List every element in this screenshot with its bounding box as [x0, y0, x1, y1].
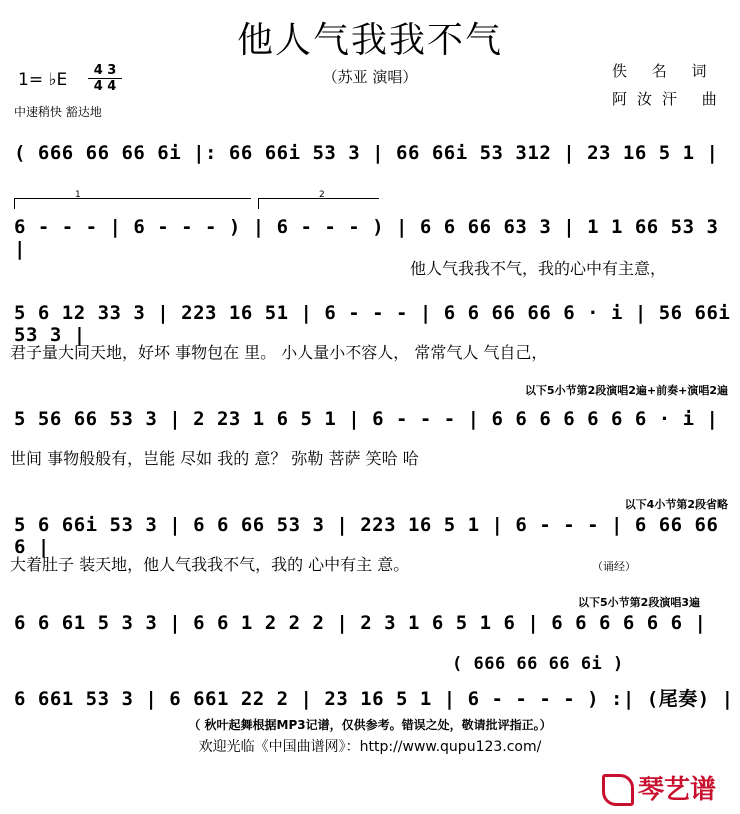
score-row-prelude: ( 666 66 66 6i ) — [452, 654, 624, 674]
score-row-1: ( 666 66 66 6i |: 66 66i 53 3 | 66 66i 53 312 | 23 16 5 1 | — [14, 142, 719, 164]
lyric-line-3: 世间 事物般般有，岂能 尽如 我的 意？ 弥勒 菩萨 笑哈 哈 — [10, 449, 419, 468]
performer-line: （苏亚 演唱） — [322, 68, 418, 86]
repeat-note-2: 以下4小节第2段省略 — [624, 498, 728, 511]
logo-icon — [602, 774, 634, 806]
lyric-line-4: 大着肚子 装天地，他人气我我不气，我的 心中有主 意。 — [10, 555, 410, 574]
lyricist-credit: 佚 名 词 — [612, 62, 717, 80]
score-row-4: 5 56 66 53 3 | 2 23 1 6 5 1 | 6 - - - | 6 6 6 6 6 6 6 · i | — [14, 408, 719, 430]
volta-first: 1 — [14, 198, 251, 209]
meter-numerator: 4 3 — [93, 63, 117, 78]
song-title: 他人气我我不气 — [236, 20, 503, 61]
site-logo — [602, 769, 716, 807]
score-row-2: 6 - - - | 6 - - - ) | 6 - - - ) | 6 6 66 63 3 | 1 1 66 53 3 | — [14, 216, 719, 260]
lyric-line-2: 君子量大同天地，好坏 事物包在 里。 小人量小不容人， 常常气人 气自己， — [10, 343, 548, 362]
repeat-note-3: 以下5小节第2段演唱3遍 — [578, 596, 700, 609]
meter-denominator: 4 4 — [93, 79, 117, 94]
lyric-line-1: 他人气我我不气，我的心中有主意， — [410, 259, 667, 278]
volta-second: 2 — [258, 198, 379, 209]
tempo-marking: 中速稍快 豁达地 — [14, 105, 102, 119]
score-row-6: 6 6 61 5 3 3 | 6 6 1 2 2 2 | 2 3 1 6 5 1 6 | 6 6 6 6 6 6 | — [14, 612, 707, 634]
footer-disclaimer: （ 秋叶起舞根据MP3记谱，仅供参考。错误之处，敬请批评指正。） — [188, 718, 552, 732]
logo-text: 琴艺谱 — [637, 774, 716, 805]
repeat-note-1: 以下5小节第2段演唱2遍+前奏+演唱2遍 — [524, 384, 728, 397]
score-row-5: 5 6 66i 53 3 | 6 6 66 53 3 | 223 16 5 1 | 6 - - - | 6 66 66 6 | — [14, 514, 719, 558]
score-row-3: 5 6 12 33 3 | 223 16 51 | 6 - - - | 6 6 66 66 6 · i | 56 66i 53 3 | — [14, 302, 731, 346]
footer-site[interactable]: 欢迎光临《中国曲谱网》：http://www.qupu123.com/ — [198, 739, 542, 755]
composer-credit: 阿汝汗 曲 — [612, 90, 727, 108]
time-signature — [88, 64, 122, 93]
key-signature: 1= ♭E — [18, 70, 68, 90]
recite-note: （诵经） — [592, 560, 636, 573]
score-row-7: 6 661 53 3 | 6 661 22 2 | 23 16 5 1 | 6 - - - - ) :| (尾奏) | — [14, 688, 734, 710]
